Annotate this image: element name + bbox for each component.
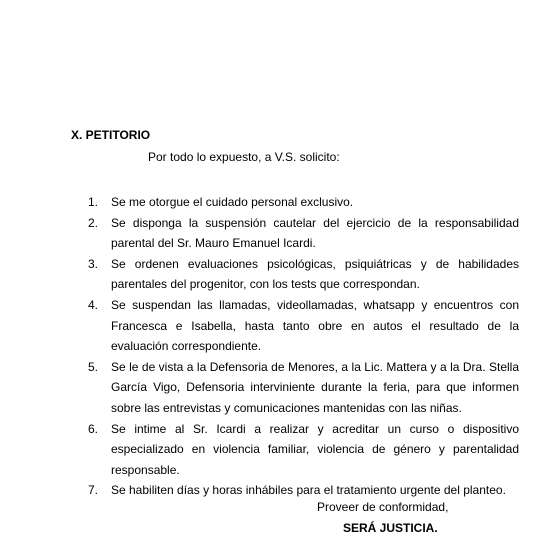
petition-item [88,295,519,357]
petition-text: Se le de vista a la Defensoria de Menores, a la Lic. Mattera y a la Dra. Stella García Vigo, Defensoria interviniente durante la feria, para que informen sobre las entrevistas y comunicaciones mantenidas con las niñas. [111,359,519,415]
petition-item [88,213,519,254]
closing-signature: SERÁ JUSTICIA. [343,521,438,535]
petition-text: Se habiliten días y horas inhábiles para el tratamiento urgente del planteo. [111,483,506,498]
petition-item [88,254,519,295]
petition-text: Se me otorgue el cuidado personal exclusivo. [111,195,354,209]
closing-line: Proveer de conformidad, [317,500,449,514]
petition-text: Se disponga la suspensión cautelar del ejercicio de la responsabilidad parental del Sr. Mauro Emanuel Icardi. [111,215,519,251]
petition-number: 7. [88,483,99,498]
petition-item [88,419,519,481]
petition-number: 3. [88,256,99,271]
petition-item [88,357,519,419]
petition-text: Se suspendan las llamadas, videollamadas, whatsapp y encuentros con Francesca e Isabella, hasta tanto obre en autos el resultado de la evaluación correspondiente. [111,297,519,354]
petition-number: 6. [88,421,99,436]
petition-number: 1. [88,195,99,209]
petition-text: Se intime al Sr. Icardi a realizar y acreditar un curso o dispositivo especializado en violencia familiar, violencia de género y parentalidad responsable. [111,421,519,477]
petition-text: Se ordenen evaluaciones psicológicas, psiquiátricas y de habilidades parentales del progenitor, con los tests que correspondan. [111,256,519,292]
petition-number: 5. [88,359,99,374]
petition-item [88,480,519,501]
petition-item [88,192,519,213]
intro-paragraph: Por todo lo expuesto, a V.S. solicito: [148,150,340,164]
petition-list [88,192,519,501]
petition-number: 4. [88,297,99,312]
section-title: X. PETITORIO [71,128,151,142]
petition-number: 2. [88,215,99,230]
